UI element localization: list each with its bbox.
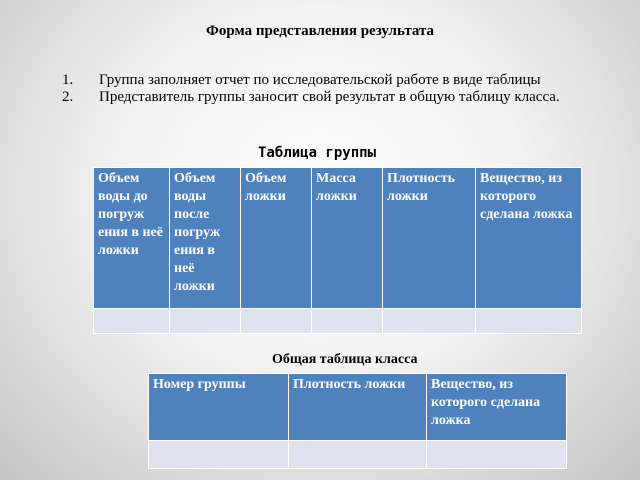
instruction-text: Группа заполняет отчет по исследовательской работе в виде таблицы [99, 72, 541, 88]
class-header-cell: Номер группы [149, 374, 289, 441]
group-header-cell: Объем ложки [241, 168, 312, 309]
group-table-title: Таблица группы [258, 145, 377, 161]
class-data-cell[interactable] [427, 441, 567, 469]
class-header-cell: Плотность ложки [289, 374, 427, 441]
group-header-cell: Плотность ложки [383, 168, 476, 309]
group-header-cell: Объем воды до погруж ения в неё ложки [94, 168, 170, 309]
class-data-cell[interactable] [149, 441, 289, 469]
group-table-header-row [94, 168, 582, 309]
group-table [93, 167, 582, 334]
class-table-header-row [149, 374, 567, 441]
instruction-text: Представитель группы заносит свой результат в общую таблицу класса. [99, 89, 560, 105]
group-header-cell: Масса ложки [312, 168, 383, 309]
class-table-row [149, 441, 567, 469]
instruction-number: 1. [62, 72, 74, 88]
group-data-cell[interactable] [241, 309, 312, 334]
class-table [148, 373, 567, 469]
class-data-cell[interactable] [289, 441, 427, 469]
page-title: Форма представления результата [205, 23, 435, 39]
class-table-title: Общая таблица класса [272, 352, 418, 367]
group-header-cell: Объем воды после погруж ения в неё ложки [170, 168, 241, 309]
group-data-cell[interactable] [383, 309, 476, 334]
instruction-item [62, 89, 572, 106]
instruction-number: 2. [62, 89, 74, 105]
group-data-cell[interactable] [170, 309, 241, 334]
group-data-cell[interactable] [476, 309, 582, 334]
group-data-cell[interactable] [312, 309, 383, 334]
instructions-list [62, 72, 572, 106]
class-header-cell: Вещество, из которого сделана ложка [427, 374, 567, 441]
group-header-cell: Вещество, из которого сделана ложка [476, 168, 582, 309]
group-data-cell[interactable] [94, 309, 170, 334]
instruction-item [62, 72, 572, 89]
group-table-row [94, 309, 582, 334]
